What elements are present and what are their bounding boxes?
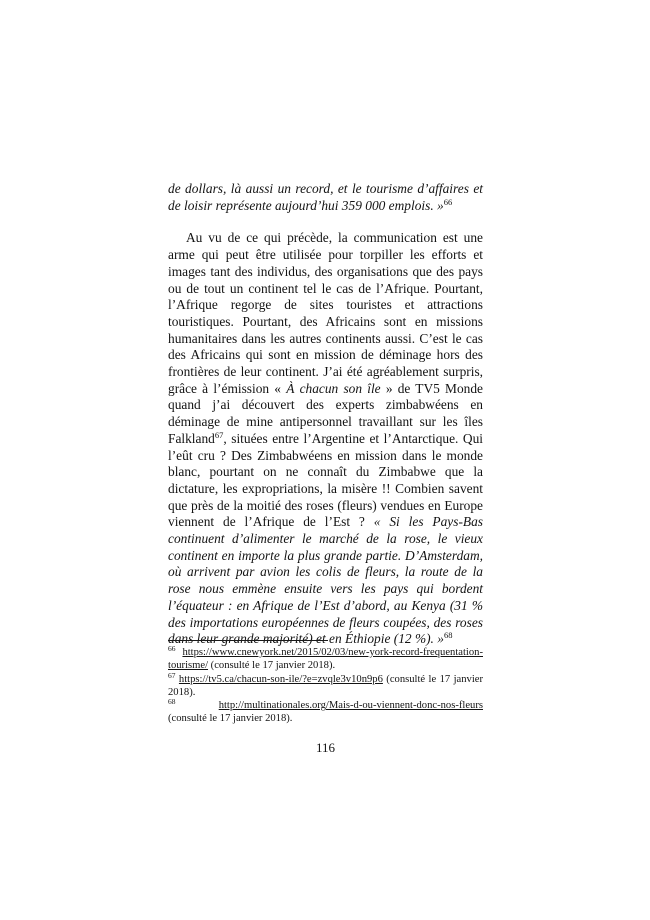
footnote-separator xyxy=(168,640,328,641)
footnote-68-suffix: (consulté le 17 janvier 2018). xyxy=(168,713,293,725)
page-number: 116 xyxy=(315,740,336,755)
footnote-67-link[interactable]: https://tv5.ca/chacun-son-ile/?e=zvqle3v10n9p6 xyxy=(178,673,383,685)
footnote-67-suffix: (consulté le 17 janvier 2018). xyxy=(168,673,484,698)
quote-continuation-text: de dollars, là aussi un record, et le tourisme d’affaires et de loisir représente aujourd’hui 359 000 emplois. » xyxy=(168,181,483,213)
main-paragraph-text-1: Au vu de ce qui précède, la communication est une arme qui peut être utilisée pour torpiller les efforts et images tant des individus, des organisations que des pays ou de tout un continent tel le cas de l’Afrique. Pourtant, l’Afrique regorge de sites touristes et attractions touristiques. Pourtant, des Africains sont en missions humanitaires dans les autres continents aussi. C’est le cas des Africains qui sont en mission de déminage hors des frontières de leur continent. J’ai été agréablement surpris, grâce à l’émission « xyxy=(168,230,483,396)
footnotes-section xyxy=(168,640,483,726)
footnote-68-marker: 68 xyxy=(168,697,176,707)
footnote-66 xyxy=(168,646,483,673)
footnote-66-marker: 66 xyxy=(168,644,176,653)
main-paragraph-text-2: » de TV5 Monde quand j’ai découvert des experts zimbabwéens en déminage de mine antipersonnel travaillant sur les îles Falkland xyxy=(168,380,483,446)
page-body xyxy=(168,181,483,648)
footnote-68 xyxy=(168,699,483,726)
footnote-ref-66: 66 xyxy=(443,196,453,207)
quote-continuation-paragraph xyxy=(168,181,483,214)
footnote-66-suffix: (consulté le 17 janvier 2018). xyxy=(208,660,336,672)
footnote-67-marker: 67 xyxy=(168,670,176,680)
main-paragraph xyxy=(168,230,483,648)
tv-show-title: À chacun son île xyxy=(286,380,381,396)
footnote-67 xyxy=(168,670,484,700)
footnote-68-link[interactable]: http://multinationales.org/Mais-d-ou-viennent-donc-nos-fleurs xyxy=(218,700,483,712)
footnote-ref-67: 67 xyxy=(214,429,224,440)
block-quote-flowers: « Si les Pays-Bas continuent d’alimenter le marché de la rose, le vieux continent en importe la plus grande partie. D’Amsterdam, où arrivent par avion les colis de fleurs, la route de la rose nous emmène ensuite vers les pays qui bordent l’équateur : en Afrique de l’Est d’abord, au Kenya (31 % des importations européennes de fleurs coupées, des roses dans leur grande majorité) et en Éthiopie (12 %). » xyxy=(168,514,484,647)
footnote-66-link[interactable]: https://www.cnewyork.net/2015/02/03/new-york-record-frequentation-tourisme/ xyxy=(168,647,483,672)
main-paragraph-text-3: , situées entre l’Argentine et l’Antarctique. Qui l’eût cru ? Des Zimbabwéens en mission dans le monde blanc, pourtant on ne connaît du Zimbabwe que la dictature, les expropriations, la misère !! Combien savent que près de la moitié des roses (fleurs) vendues en Europe viennent de l’Afrique de l’Est ? xyxy=(168,430,483,530)
footnote-ref-68: 68 xyxy=(443,630,453,641)
